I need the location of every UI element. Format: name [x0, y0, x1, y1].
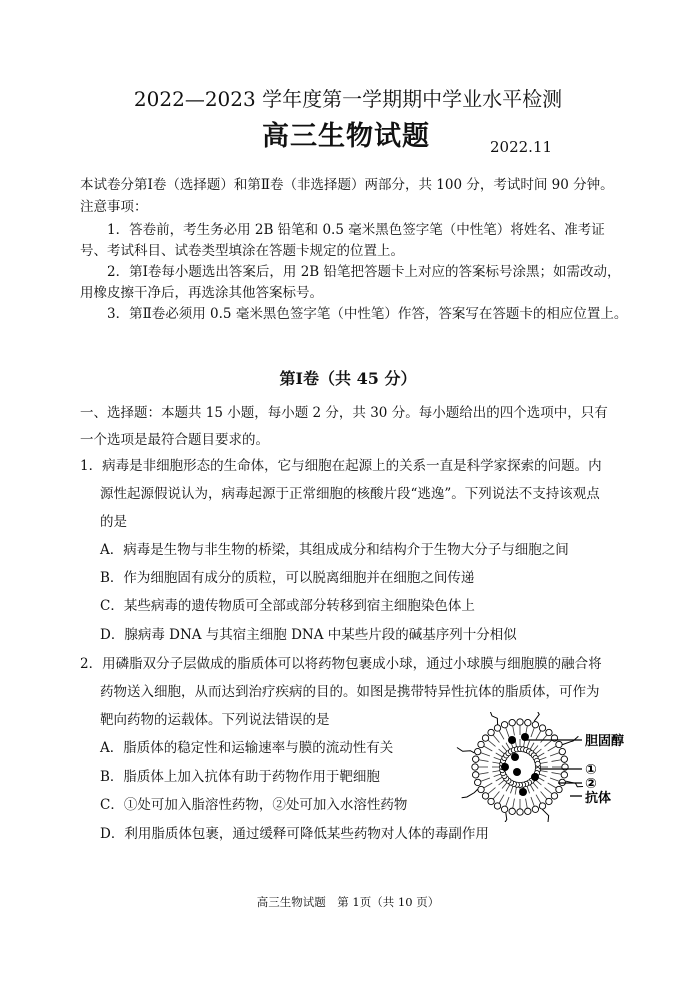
q1-stem: 的是: [100, 514, 127, 530]
lipid-tail: [502, 782, 507, 788]
q1-option-b: B．作为细胞固有成分的质粒，可以脱离细胞并在细胞之间传递: [100, 570, 475, 586]
lipid-head: [475, 748, 481, 754]
lipid-tail: [550, 778, 559, 781]
liposome-bilayer: [457, 712, 583, 822]
antibody-strand: [500, 813, 506, 822]
lipid-tail: [479, 773, 489, 775]
lipid-tail: [488, 740, 496, 746]
drug-particle: [501, 763, 509, 771]
lipid-head: [556, 786, 562, 792]
q2-option-c: C．①处可加入脂溶性药物，②处可加入水溶性药物: [100, 797, 408, 813]
lipid-tail: [499, 795, 504, 804]
lipid-head: [488, 798, 494, 804]
antibody-strand: [457, 747, 474, 752]
lipid-tail: [494, 757, 502, 760]
lipid-tail: [499, 749, 505, 754]
label-antibody: 抗体: [585, 791, 612, 806]
lipid-head: [478, 741, 484, 747]
antibody-strand: [566, 781, 583, 787]
note-line: 号、考试科目、试卷类型填涂在答题卡规定的位置上。: [80, 243, 404, 259]
lipid-tail: [510, 786, 513, 794]
q2-option-b: B．脂质体上加入抗体有助于药物作用于靶细胞: [100, 769, 380, 785]
lipid-tail: [548, 783, 557, 788]
label-site-2: ②: [585, 776, 597, 792]
lipid-tail: [506, 797, 509, 806]
lipid-head: [501, 722, 507, 728]
section-heading: 第Ⅰ卷（共 45 分）: [279, 369, 417, 388]
lipid-tail: [530, 784, 534, 791]
intro-line: 本试卷分第Ⅰ卷（选择题）和第Ⅱ卷（非选择题）两部分，共 100 分，考试时间 90 分钟。: [80, 177, 614, 193]
lipid-tail: [481, 753, 490, 756]
exam-date: 2022.11: [490, 138, 553, 156]
q1-option-c: C．某些病毒的遗传物质可全部或部分转移到宿主细胞染色体上: [100, 598, 475, 614]
lipid-head: [482, 735, 488, 741]
lipid-head: [494, 725, 500, 731]
lipid-tail: [540, 770, 548, 771]
lipid-tail: [533, 746, 538, 752]
lipid-tail: [484, 746, 493, 751]
lipid-head: [535, 761, 540, 766]
q2-option-d: D．利用脂质体包裹，通过缓释可降低某些药物对人体的毒副作用: [100, 826, 489, 842]
lipid-head: [488, 729, 494, 735]
lipid-head: [517, 719, 523, 725]
lipid-tail: [552, 760, 562, 762]
lipid-head: [539, 803, 545, 809]
lipid-tail: [499, 731, 504, 740]
lipid-tail: [506, 743, 510, 750]
lipid-tail: [539, 757, 547, 760]
lipid-tail: [550, 753, 559, 756]
lipid-tail: [488, 788, 496, 794]
lipid-tail: [479, 760, 489, 762]
lipid-tail: [492, 762, 500, 763]
note-line: 3．第Ⅱ卷必须用 0.5 毫米黑色签字笔（中性笔）作答，答案写在答题卡的相应位置上。: [107, 306, 628, 322]
lipid-tail: [515, 787, 516, 795]
lipid-tail: [526, 799, 528, 809]
lipid-tail: [535, 749, 541, 754]
q2-option-a: A．脂质体的稳定性和运输速率与膜的流动性有关: [100, 740, 394, 756]
drug-particle: [513, 768, 521, 776]
liposome-diagram: [440, 712, 640, 822]
antibody-strand: [489, 712, 497, 725]
lipid-tail: [552, 773, 562, 775]
lipid-tail: [513, 726, 515, 736]
q2-stem: 靶向药物的运载体。下列说法错误的是: [100, 712, 330, 728]
lipid-head: [509, 719, 515, 725]
lipid-tail: [536, 795, 541, 804]
lipid-tail: [496, 753, 503, 757]
lipid-tail: [548, 746, 557, 751]
lipid-head: [551, 793, 557, 799]
lipid-tail: [513, 799, 515, 809]
lipid-head: [532, 806, 538, 812]
lipid-head: [525, 719, 531, 725]
lipid-tail: [541, 735, 547, 743]
antibody-strand: [462, 789, 478, 797]
drug-particle: [519, 788, 527, 796]
part-intro: 一个选项是最符合题目要求的。: [80, 432, 269, 448]
q1-option-d: D．腺病毒 DNA 与其宿主细胞 DNA 中某些片段的碱基序列十分相似: [100, 627, 517, 643]
lipid-head: [482, 793, 488, 799]
lipid-head: [478, 786, 484, 792]
drug-particle: [511, 753, 519, 761]
q1-stem: 1．病毒是非细胞形态的生命体，它与细胞在起源上的关系一直是科学家探索的问题。内: [80, 458, 602, 474]
lipid-head: [561, 756, 567, 762]
lipid-head: [509, 808, 515, 814]
lipid-tail: [541, 792, 547, 800]
lipid-head: [556, 741, 562, 747]
lipid-tail: [539, 774, 547, 777]
lipid-head: [546, 729, 552, 735]
lipid-head: [472, 756, 478, 762]
notes-heading: 注意事项：: [80, 199, 148, 215]
lipid-tail: [499, 780, 505, 785]
lipid-tail: [531, 728, 534, 737]
lipid-tail: [493, 735, 499, 743]
lipid-tail: [506, 728, 509, 737]
lipid-tail: [531, 797, 534, 806]
lipid-tail: [506, 784, 510, 791]
q1-option-a: A．病毒是生物与非生物的桥梁，其组成成分和结构介于生物大分子与细胞之间: [100, 542, 569, 558]
lipid-tail: [481, 778, 490, 781]
lipid-head: [532, 722, 538, 728]
lipid-tail: [533, 782, 538, 788]
lipid-tail: [527, 741, 530, 749]
lipid-head: [494, 803, 500, 809]
drug-particle: [531, 773, 539, 781]
lipid-tail: [484, 783, 493, 788]
subject-title: 高三生物试题: [262, 121, 430, 152]
note-line: 2．第Ⅰ卷每小题选出答案后，用 2B 铅笔把答题卡上对应的答案标号涂黑；如需改动，: [107, 264, 621, 280]
lipid-tail: [545, 740, 553, 746]
lipid-head: [475, 779, 481, 785]
lipid-tail: [530, 743, 534, 750]
lipid-tail: [492, 770, 500, 771]
q2-stem: 2．用磷脂双分子层做成的脂质体可以将药物包裹成小球，通过小球膜与细胞膜的融合将: [80, 656, 602, 672]
exam-title: 2022—2023 学年度第一学期期中学业水平检测: [133, 87, 563, 111]
lipid-tail: [540, 762, 548, 763]
q2-stem: 药物送入细胞，从而达到治疗疾病的目的。如图是携带特异性抗体的脂质体，可作为: [100, 684, 600, 700]
part-intro: 一、选择题：本题共 15 小题，每小题 2 分，共 30 分。每小题给出的四个选项中，只有: [80, 405, 608, 421]
lipid-head: [501, 806, 507, 812]
antibody-strand: [542, 809, 550, 822]
lipid-tail: [536, 731, 541, 740]
lipid-tail: [537, 753, 544, 757]
drug-particle: [508, 736, 516, 744]
lipid-head: [546, 798, 552, 804]
lipid-head: [561, 772, 567, 778]
lipid-tail: [502, 746, 507, 752]
lipid-tail: [493, 792, 499, 800]
lipid-head: [559, 748, 565, 754]
lipid-tail: [545, 788, 553, 794]
lipid-tail: [527, 786, 530, 794]
lipid-head: [472, 772, 478, 778]
lipid-tail: [494, 774, 502, 777]
antibody-strand: [534, 712, 539, 721]
lipid-tail: [496, 777, 503, 781]
q1-stem: 源性起源假说认为，病毒起源于正常细胞的核酸片段“逃逸”。下列说法不支持该观点: [100, 486, 600, 502]
note-line: 1．答卷前，考生务必用 2B 铅笔和 0.5 毫米黑色签字笔（中性笔）将姓名、准考证: [107, 222, 605, 238]
label-site-1: ①: [585, 762, 597, 778]
lipid-head: [517, 809, 523, 815]
label-cholesterol: 胆固醇: [585, 734, 625, 749]
note-line: 用橡皮擦干净后，再选涂其他答案标号。: [80, 285, 323, 301]
lipid-head: [525, 808, 531, 814]
lipid-head: [472, 764, 478, 770]
page-footer: 高三生物试题 第 1页（共 10 页）: [256, 895, 440, 909]
lipid-head: [539, 725, 545, 731]
